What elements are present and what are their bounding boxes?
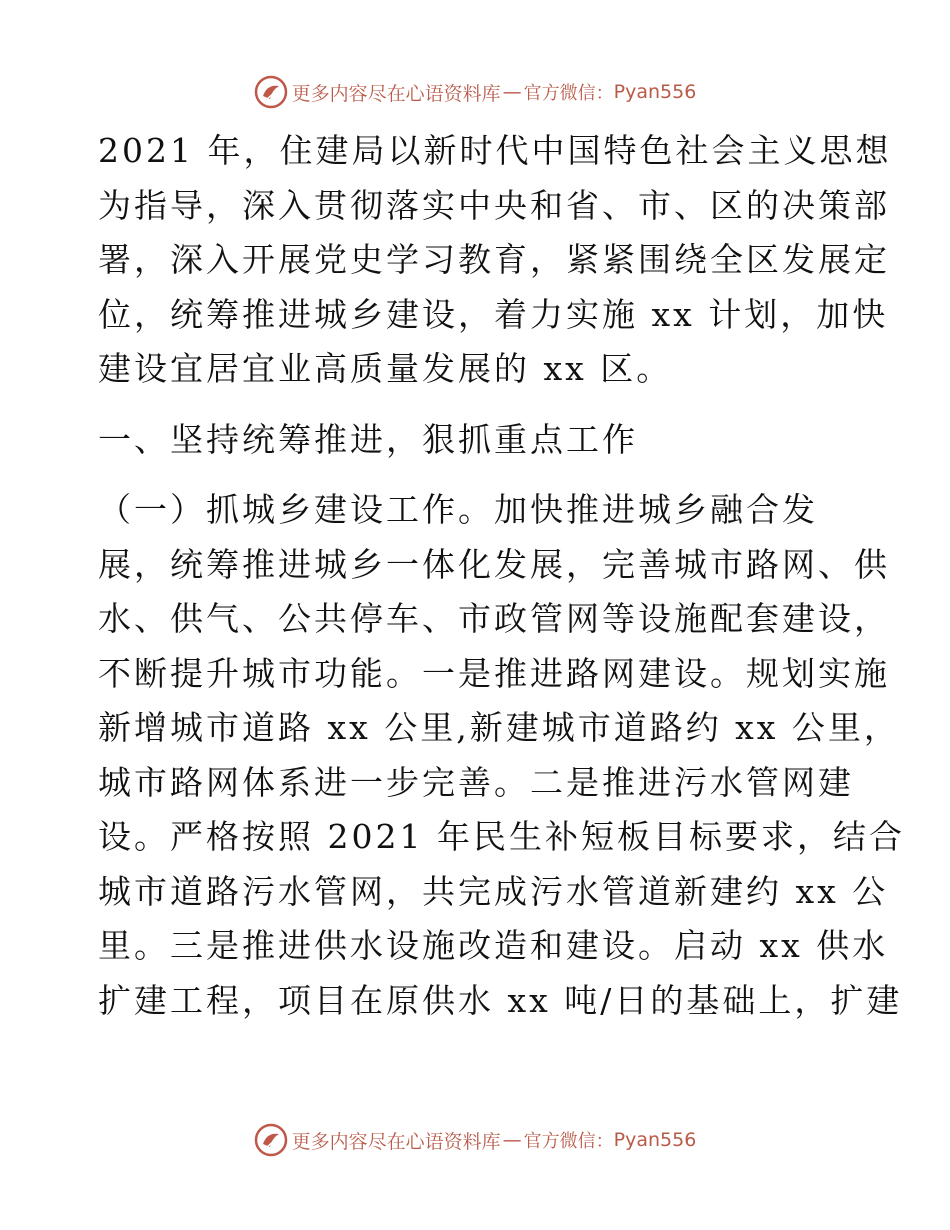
text-line: 展，统筹推进城乡一体化发展，完善城市路网、供 [98, 544, 890, 584]
footer-watermark-banner [0, 1120, 950, 1160]
text-line: 里。三是推进供水设施改造和建设。启动 xx 供水 [98, 926, 889, 965]
text-line: 建设宜居宜业高质量发展的 xx 区。 [98, 349, 673, 388]
text-line: 城市道路污水管网，共完成污水管道新建约 xx 公 [98, 871, 889, 911]
text-line: 2021 年，住建局以新时代中国特色社会主义思想 [98, 131, 892, 170]
text-line: 新增城市道路 xx 公里,新建城市道路约 xx 公里， [98, 708, 900, 747]
section-heading: 一、坚持统筹推进，狠抓重点工作 [98, 419, 638, 459]
text-line: 位，统筹推进城乡建设，着力实施 xx 计划，加快 [98, 294, 889, 334]
banner-dash: — [502, 81, 522, 103]
banner-text: 更多内容尽在心语资料库 [291, 1130, 501, 1153]
text-line: 为指导，深入贯彻落实中央和省、市、区的决策部 [98, 185, 890, 225]
text-line: 署，深入开展党史学习教育，紧紧围绕全区发展定 [98, 240, 890, 279]
banner-dash: — [502, 1129, 522, 1151]
banner-wechat-id: Pyan556 [613, 1129, 697, 1151]
paragraph-intro [98, 124, 892, 397]
paragraph-urban-rural [98, 483, 905, 1028]
banner-wechat-id: Pyan556 [613, 81, 697, 103]
banner-wechat-label: 官方微信： [523, 1131, 614, 1152]
brand-logo-icon [254, 1123, 288, 1157]
text-line: 城市路网体系进一步完善。二是推进污水管网建 [98, 762, 854, 802]
text-line: 扩建工程，项目在原供水 xx 吨/日的基础上，扩建 [98, 980, 903, 1020]
text-line: 不断提升城市功能。一是推进路网建设。规划实施 [98, 653, 890, 693]
text-line: 设。严格按照 2021 年民生补短板目标要求，结合 [98, 817, 905, 856]
text-line: 水、供气、公共停车、市政管网等设施配套建设， [98, 599, 890, 638]
text-line: （一）抓城乡建设工作。加快推进城乡融合发 [98, 490, 818, 529]
header-watermark-banner [0, 72, 950, 112]
banner-wechat-label: 官方微信： [523, 83, 614, 104]
banner-text: 更多内容尽在心语资料库 [291, 82, 501, 105]
document-body [98, 124, 905, 1028]
brand-logo-icon [254, 75, 288, 109]
